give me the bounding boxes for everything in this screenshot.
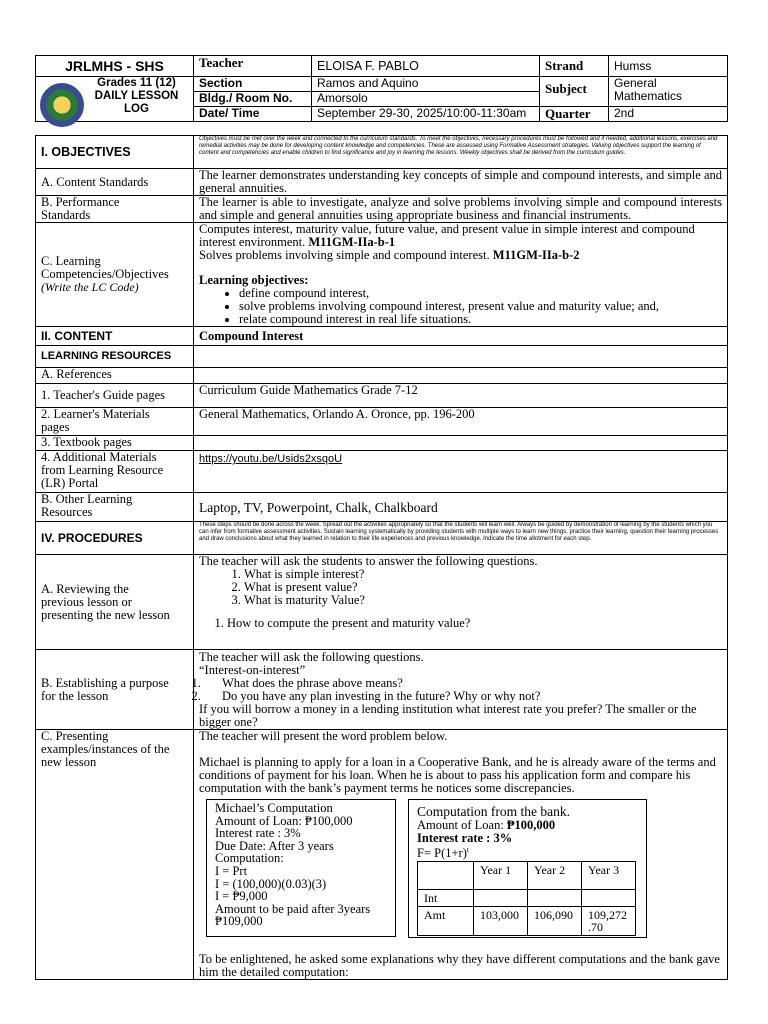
bank-table-cell: Amt [418,906,474,935]
competencies-value [194,223,728,327]
learning-objective-item: • relate compound interest in real life situations. [239,313,722,326]
question-item: 1. What is simple interest? [244,568,722,581]
bank-table-cell [474,889,528,906]
bank-computation-box [408,799,647,938]
bank-table-header: Year 1 [474,861,528,889]
performance-label-2: Standards [41,208,91,222]
performance-standards-value: The learner is able to investigate, analyze and solve problems involving simple and compound interests and simple and general annuities using appropriate business and financial instruments. [194,196,728,223]
learners-materials-label [36,408,194,436]
bank-rate: Interest rate : 3% [417,830,513,845]
content-label: II. CONTENT [36,327,194,346]
additional-materials-label [36,451,194,493]
competencies-label-1: C. Learning [41,254,101,268]
subject-line-2: Mathematics [614,89,683,103]
competency-code-1: M11GM-IIa-b-1 [308,235,396,249]
additional-materials-value [194,451,728,493]
content-standards-value: The learner demonstrates understanding key concepts of simple and compound interests, and simple and general annuities. [194,169,728,196]
room-label: Bldg./ Room No. [194,92,312,107]
subject-line-1: General [614,76,657,90]
competencies-label [36,223,194,327]
michael-line: Amount to be paid after 3years [215,901,371,916]
reviewing-intro: The teacher will ask the students to answer the following questions. [199,554,538,568]
michael-line: Amount of Loan: ₱100,000 [215,813,353,828]
learning-resources-value [194,346,728,368]
learners-materials-label-1: 2. Learner's Materials [41,407,150,421]
competencies-label-2: Competencies/Objectives [41,267,169,281]
subject-label: Subject [540,77,609,107]
presenting-label-3: new lesson [41,755,97,769]
purpose-value [194,650,728,730]
bank-table-cell: 103,000 [474,906,528,935]
bank-table-header [418,861,474,889]
reviewing-extra-list [199,617,722,630]
learning-objectives-title: Learning objectives: [199,273,309,287]
reviewing-label-1: A. Reviewing the [41,581,129,596]
deped-seal-icon [40,83,84,127]
michael-line: Michael’s Computation [215,801,333,815]
michael-line: Interest rate : 3% [215,826,301,841]
performance-label-1: B. Performance [41,195,120,209]
bank-table-header: Year 3 [582,861,636,889]
references-label: A. References [36,368,194,384]
learning-objective-item: • solve problems involving compound interest, present value and maturity value; and, [239,300,722,313]
bank-loan-value: ₱100,000 [506,818,556,832]
performance-standards-label [36,196,194,223]
bank-loan-label: Amount of Loan: [417,818,507,832]
michael-line: I = ₱9,000 [215,889,268,904]
subject-value [609,77,728,107]
section-value: Ramos and Aquino [312,77,540,92]
procedures-note: These steps should be done across the week. Spread out the activities appropriately so that the students will learn well. Always be guided by demonstration of learning by the students which you can infer from formative assessment activities. Sustain learning systematically by providing students with multiple ways to learn new things, practice their learning, question their learning processes and draw conclusions about what they learned in relation to their life experiences and previous knowledge. Indicate the time allotment for each step. [194,522,728,555]
purpose-quote: “Interest-on-interest” [199,663,306,677]
textbook-pages-label: 3. Textbook pages [36,436,194,451]
presenting-label-1: C. Presenting [41,729,109,743]
header-table [35,55,728,122]
bank-table [417,861,636,936]
question-item: 1. What does the phrase above means? [204,677,722,690]
other-resources-label-1: B. Other Learning [41,492,133,506]
michael-line: ₱109,000 [215,914,263,929]
content-value: Compound Interest [194,327,728,346]
section-label: Section [194,77,312,92]
purpose-label-2: for the lesson [41,688,109,703]
strand-value: Humss [609,56,728,77]
log-title-2: LOG [124,103,149,115]
strand-label: Strand [540,56,609,77]
teachers-guide-value: Curriculum Guide Mathematics Grade 7-12 [194,384,728,408]
teacher-label: Teacher [194,56,312,77]
teachers-guide-label: 1. Teacher's Guide pages [36,384,194,408]
bank-table-cell [528,889,582,906]
bank-table-cell: 109,272 .70 [582,906,636,935]
grades-label: Grades 11 (12) [97,77,176,89]
reviewing-label-3: presenting the new lesson [41,607,170,622]
bank-formula-exponent: t [466,846,469,855]
date-value: September 29-30, 2025/10:00-11:30am [312,107,540,122]
michael-computation-box [206,799,396,937]
reviewing-label-2: previous lesson or [41,594,132,609]
competencies-label-3: (Write the LC Code) [41,280,139,294]
content-standards-label: A. Content Standards [36,169,194,196]
purpose-label-1: B. Establishing a purpose [41,675,169,690]
question-item: 3. What is maturity Value? [244,594,722,607]
bank-table-cell: Int [418,889,474,906]
objectives-label: I. OBJECTIVES [36,136,194,169]
objectives-note: Objectives must be met over the week and connected to the curriculum standards. To meet the objectives, necessary procedures must be followed and if needed, additional lessons, exercises and remedial activities may be done for developing content knowledge and competencies. These are assessed using Formative Assessment strategies. Valuing objectives support the learning of content and competencies and enable children to find significance and joy in learning the lessons. Weekly objectives shall be derived from the curriculum guides. [194,136,728,169]
other-resources-label [36,493,194,522]
quarter-label: Quarter [540,107,609,122]
purpose-questions [194,677,722,703]
textbook-pages-value [194,436,728,451]
purpose-label [36,650,194,730]
bank-title: Computation from the bank. [417,804,570,819]
bank-table-cell: 106,090 [528,906,582,935]
additional-materials-label-1: 4. Additional Materials [41,450,157,464]
teacher-name: ELOISA F. PABLO [312,56,540,77]
learning-objective-item: • define compound interest, [239,287,722,300]
presenting-outro: To be enlightened, he asked some explanations why they have different computations and the bank gave him the detailed computation: [199,952,720,979]
question-item: 2. What is present value? [244,581,722,594]
bank-formula: F= P(1+r) [417,846,467,861]
reviewing-value [194,555,728,650]
reviewing-questions [199,568,722,607]
other-resources-label-2: Resources [41,505,93,519]
quarter-value: 2nd [609,107,728,122]
michael-line: Computation: [215,851,284,866]
competency-code-2: M11GM-IIa-b-2 [492,248,580,262]
room-value: Amorsolo [312,92,540,107]
reviewing-label [36,555,194,650]
date-label: Date/ Time [194,107,312,122]
resource-link[interactable]: https://youtu.be/Usids2xsqoU [199,453,343,465]
other-resources-value: Laptop, TV, Powerpoint, Chalk, Chalkboard [194,493,728,522]
presenting-label-2: examples/instances of the [41,742,170,756]
question-item: 2. Do you have any plan investing in the future? Why or why not? [204,690,722,703]
procedures-label: IV. PROCEDURES [36,522,194,555]
presenting-intro: The teacher will present the word problem below. [199,729,448,743]
school-name: JRLMHS - SHS [36,56,194,77]
learning-resources-label: LEARNING RESOURCES [36,346,194,368]
learning-objectives-list [199,287,722,326]
presenting-label [36,730,194,980]
michael-line: I = Prt [215,863,248,878]
purpose-intro: The teacher will ask the following questions. [199,650,424,664]
michael-line: I = (100,000)(0.03)(3) [215,876,327,891]
logo-cell [36,77,194,122]
michael-line: Due Date: After 3 years [215,838,334,853]
presenting-story: Michael is planning to apply for a loan in a Cooperative Bank, and he is already aware of the terms and conditions of payment for his loan. When he is about to pass his application form and compare his computation with the bank’s payment terms he notices some discrepancies. [199,755,716,795]
log-title-1: DAILY LESSON [94,90,179,102]
learners-materials-label-2: pages [41,420,70,434]
learners-materials-value: General Mathematics, Orlando A. Oronce, pp. 196-200 [194,408,728,436]
bank-table-header: Year 2 [528,861,582,889]
additional-materials-label-3: (LR) Portal [41,476,99,490]
additional-materials-label-2: from Learning Resource [41,463,164,477]
bank-table-cell [582,889,636,906]
question-item: 1. How to compute the present and maturity value? [227,617,722,630]
references-value [194,368,728,384]
competency-line-2: Solves problems involving simple and compound interest. [199,248,490,262]
purpose-follow: If you will borrow a money in a lending institution what interest rate you prefer? The smaller or the bigger one? [199,702,697,729]
competency-line-1: Computes interest, maturity value, future value, and present value in simple interest and compound interest environment. [199,222,695,249]
